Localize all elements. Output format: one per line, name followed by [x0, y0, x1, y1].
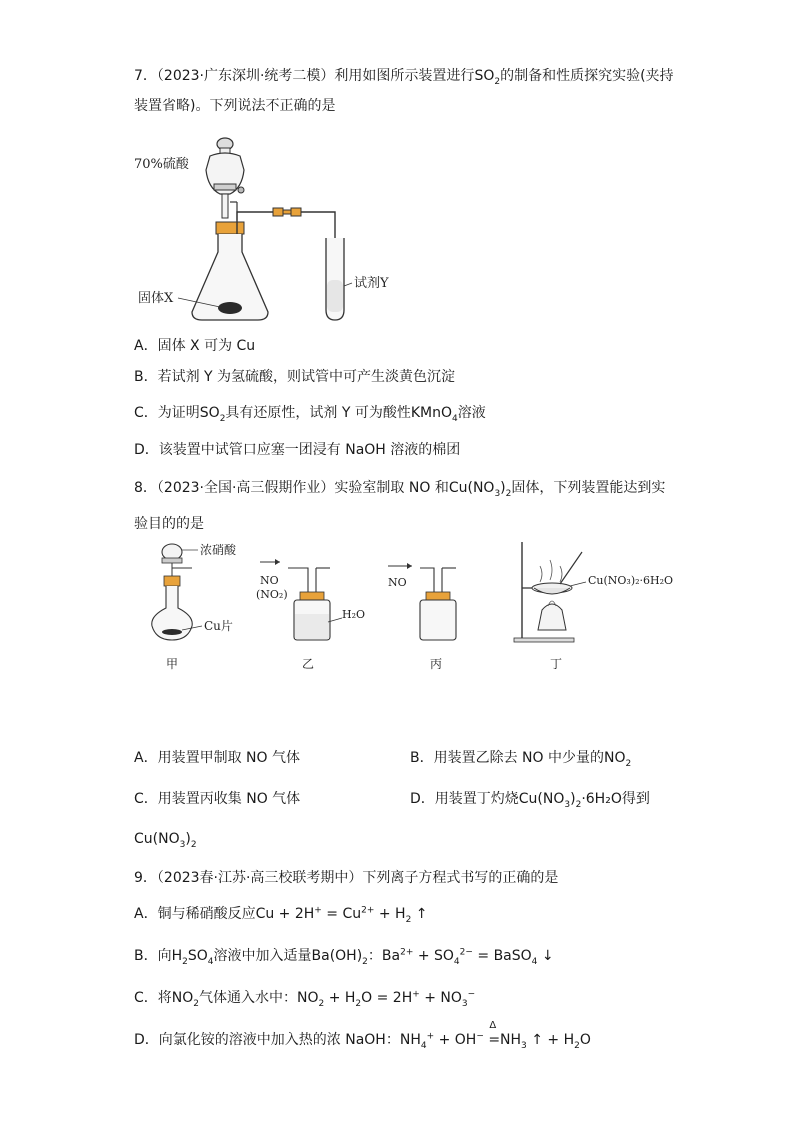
q7-option-a[interactable]: A．固体 X 可为 Cu [134, 338, 256, 354]
heat-delta-symbol: Δ [489, 1020, 497, 1031]
solid-x-label: 固体X [138, 291, 174, 306]
q7-option-b[interactable]: B．若试剂 Y 为氢硫酸，则试管中可产生淡黄色沉淀 [134, 369, 456, 385]
q9-option-b[interactable]: B．向$H_2SO_4$溶液中加入适量$Ba(OH)_2$：$Ba^{2+} + SO_4^{2-}$ = BaSO$_4$ ↓ [134, 947, 554, 967]
no-label-c: NO [388, 576, 407, 589]
conc-nitric-acid-label: 浓硝酸 [200, 543, 237, 557]
q8-apparatus-diagrams [130, 538, 690, 678]
q8-option-b[interactable]: B．用装置乙除去 NO 中少量的$NO_2$ [410, 750, 632, 769]
caption-bing: 丙 [430, 657, 443, 671]
q8-stem-line1: 8．（2023·全国·高三假期作业）实验室制取 NO 和$Cu(NO_3)_2$固体，下列装置能达到实 [134, 480, 666, 499]
caption-yi: 乙 [302, 657, 315, 671]
reagent-y-label: 试剂Y [354, 276, 389, 291]
q7-option-d[interactable]: D．该装置中试管口应塞一团浸有 NaOH 溶液的棉团 [134, 442, 461, 458]
acid-70-label: 70%硫酸 [134, 157, 189, 172]
q8-option-c[interactable]: C．用装置丙收集 NO 气体 [134, 791, 301, 807]
q8-option-a[interactable]: A．用装置甲制取 NO 气体 [134, 750, 300, 766]
caption-ding: 丁 [550, 657, 563, 671]
q7-apparatus-diagram [130, 130, 420, 330]
q8-option-d[interactable]: D．用装置丁灼烧$Cu(NO_3)_2\cdot 6H_2O$得到 [410, 791, 650, 810]
q9-option-a[interactable]: A．铜与稀硝酸反应$Cu + 2H^+ = Cu^{2+} + H_2$ ↑ [134, 905, 428, 925]
q7-stem-line2: 装置省略)。下列说法不正确的是 [134, 98, 336, 114]
salt-label: Cu(NO₃)₂·6H₂O [588, 574, 674, 587]
q9-option-c[interactable]: C．将$NO_2$气体通入水中：$NO_2 + H_2O = 2H^+ + NO_3^-$ [134, 989, 476, 1009]
q8-option-d-cont: $Cu(NO_3)_2$ [134, 831, 197, 850]
q9-stem: 9．（2023春·江苏·高三校联考期中）下列离子方程式书写的正确的是 [134, 870, 559, 886]
so2-formula: $SO_2$ [474, 68, 501, 87]
q7-option-c[interactable]: C．为证明$SO_2$具有还原性，试剂 Y 可为酸性KMnO$_4$溶液 [134, 405, 486, 424]
q8-stem-line2: 验目的的是 [134, 516, 204, 532]
q9-option-d[interactable]: D．向氯化铵的溶液中加入热的浓 NaOH：$NH_4^+ + OH^-$ Δ $=NH_3$ ↑ + $H_2O$ [134, 1030, 591, 1050]
caption-jia: 甲 [166, 657, 179, 671]
cu-piece-label: Cu片 [204, 619, 233, 633]
water-label: H₂O [342, 608, 366, 621]
no2-label: (NO₂) [256, 588, 288, 601]
q7-stem-line1: 7．（2023·广东深圳·统考二模）利用如图所示装置进行$SO_2$的制备和性质探究实验(夹持 [134, 68, 674, 87]
no-label: NO [260, 574, 279, 587]
